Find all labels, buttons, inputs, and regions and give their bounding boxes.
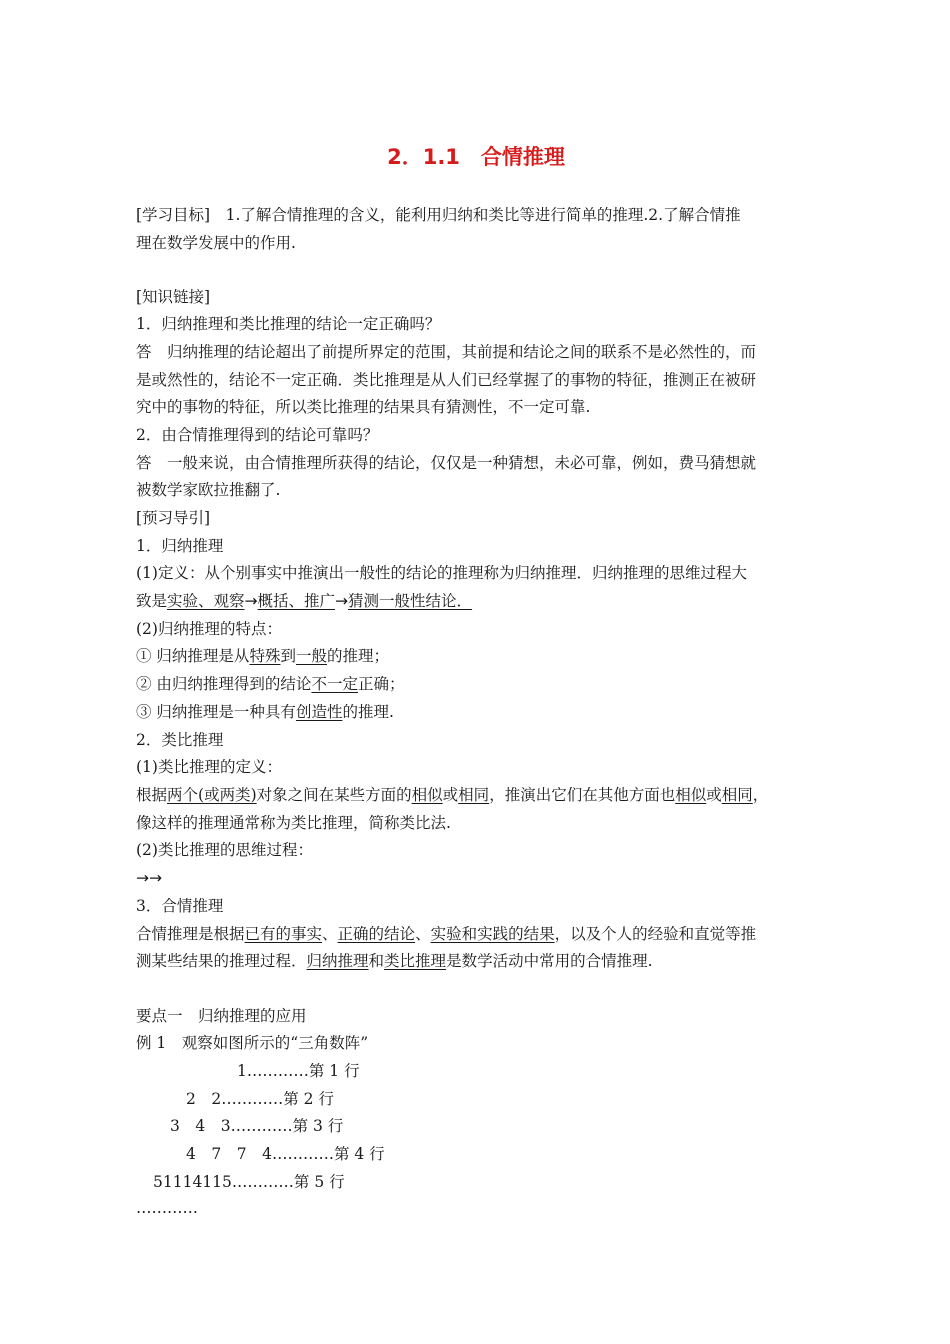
learning-goals-line-1: [学习目标] 1.了解合情推理的含义，能利用归纳和类比等进行简单的推理.2.了解合情推 [136, 206, 741, 224]
text: 的推理； [326, 647, 389, 665]
section-plausible-reasoning: 3．合情推理 [136, 897, 224, 915]
arrow-icon: → [335, 592, 349, 610]
text: 合情推理是根据 [136, 925, 245, 943]
underlined-answer: 相同 [721, 786, 753, 804]
underlined-answer: 归纳推理 [306, 952, 369, 970]
answer-1-line-1: 答 归纳推理的结论超出了前提所界定的范围，其前提和结论之间的联系不是必然性的，而 [136, 343, 757, 361]
answer-1-line-3: 究中的事物的特征，所以类比推理的结果具有猜测性，不一定可靠. [136, 398, 591, 416]
text: ① 归纳推理是从 [136, 647, 250, 665]
triangle-row-3: 3 4 3…………第 3 行 [170, 1117, 344, 1135]
text: 到 [280, 647, 296, 665]
section-inductive-reasoning: 1．归纳推理 [136, 537, 224, 555]
answer-2-line-1: 答 一般来说，由合情推理所获得的结论，仅仅是一种猜想，未必可靠，例如，费马猜想就 [136, 454, 757, 472]
feature-2 [136, 674, 404, 694]
underlined-answer: 特殊 [249, 647, 281, 665]
inductive-features-heading: (2)归纳推理的特点： [136, 620, 282, 638]
triangle-row-2: 2 2…………第 2 行 [186, 1090, 334, 1108]
text: ③ 归纳推理是一种具有 [136, 703, 296, 721]
text: 对象之间在某些方面的 [256, 786, 412, 804]
underlined-answer: 一般 [295, 647, 327, 665]
text: 致是 [136, 592, 168, 610]
question-1: 1．归纳推理和类比推理的结论一定正确吗？ [136, 315, 441, 333]
page-title: 2．1.1 合情推理 [387, 145, 565, 169]
text: ， [752, 786, 769, 804]
text: ，以及个人的经验和直觉等推 [554, 925, 757, 943]
text: 、 [415, 925, 431, 943]
underlined-answer: 相同 [458, 786, 490, 804]
underlined-answer: 创造性 [295, 703, 343, 721]
triangle-ellipsis: ………… [136, 1199, 198, 1217]
text: 、 [322, 925, 338, 943]
analogical-definition-heading: (1)类比推理的定义： [136, 758, 282, 776]
learning-goals-line-2: 理在数学发展中的作用. [136, 234, 296, 252]
example-1: 例 1 观察如图所示的“三角数阵” [136, 1034, 369, 1052]
arrow-icon: → [244, 592, 258, 610]
underlined-answer: 相似 [411, 786, 443, 804]
underlined-answer: 概括、推广 [257, 592, 336, 610]
text: 的推理. [342, 703, 394, 721]
answer-1-line-2: 是或然性的，结论不一定正确．类比推理是从人们已经掌握了的事物的特征，推测正在被研 [136, 371, 757, 389]
plausible-line-1 [136, 924, 756, 944]
arrow-icon: →→ [136, 869, 162, 887]
key-point-heading: 要点一 归纳推理的应用 [136, 1007, 307, 1025]
analogical-definition-line-2: 像这样的推理通常称为类比推理，简称类比法. [136, 814, 451, 832]
text: 和 [368, 952, 385, 970]
underlined-answer: 实验、观察 [167, 592, 245, 610]
text: 是数学活动中常用的合情推理. [446, 952, 653, 970]
underlined-answer: 类比推理 [384, 952, 447, 970]
preview-heading: [预习导引] [136, 509, 211, 527]
inductive-definition-line-1: (1)定义：从个别事实中推演出一般性的结论的推理称为归纳推理．归纳推理的思维过程大 [136, 564, 747, 582]
underlined-answer: 正确的结论 [337, 925, 416, 943]
text: 或 [706, 786, 722, 804]
feature-1 [136, 646, 389, 666]
triangle-row-4: 4 7 7 4…………第 4 行 [186, 1145, 385, 1163]
answer-2-line-2: 被数学家欧拉推翻了. [136, 481, 281, 499]
plausible-line-2 [136, 951, 653, 971]
analogical-process-heading: (2)类比推理的思维过程： [136, 841, 313, 859]
underlined-answer: 两个(或两类) [167, 786, 257, 804]
question-2: 2．由合情推理得到的结论可靠吗？ [136, 426, 379, 444]
text: ② 由归纳推理得到的结论 [136, 675, 312, 693]
underlined-answer: 猜测一般性结论． [348, 592, 473, 610]
triangle-row-1: 1…………第 1 行 [237, 1062, 360, 1080]
text: 根据 [136, 786, 168, 804]
underlined-answer: 相似 [675, 786, 707, 804]
text: ，推演出它们在其他方面也 [489, 786, 676, 804]
underlined-answer: 实验和实践的结果 [430, 925, 555, 943]
underlined-answer: 不一定 [311, 675, 358, 693]
inductive-definition-line-2 [136, 591, 472, 611]
text: 或 [442, 786, 459, 804]
triangle-row-5: 51114115…………第 5 行 [153, 1173, 345, 1191]
knowledge-link-heading: [知识链接] [136, 288, 211, 306]
underlined-answer: 已有的事实 [244, 925, 323, 943]
feature-3 [136, 702, 394, 722]
section-analogical-reasoning: 2．类比推理 [136, 731, 224, 749]
text: 测某些结果的推理过程． [136, 952, 307, 970]
analogical-definition-line-1 [136, 785, 768, 805]
text: 正确； [357, 675, 405, 693]
